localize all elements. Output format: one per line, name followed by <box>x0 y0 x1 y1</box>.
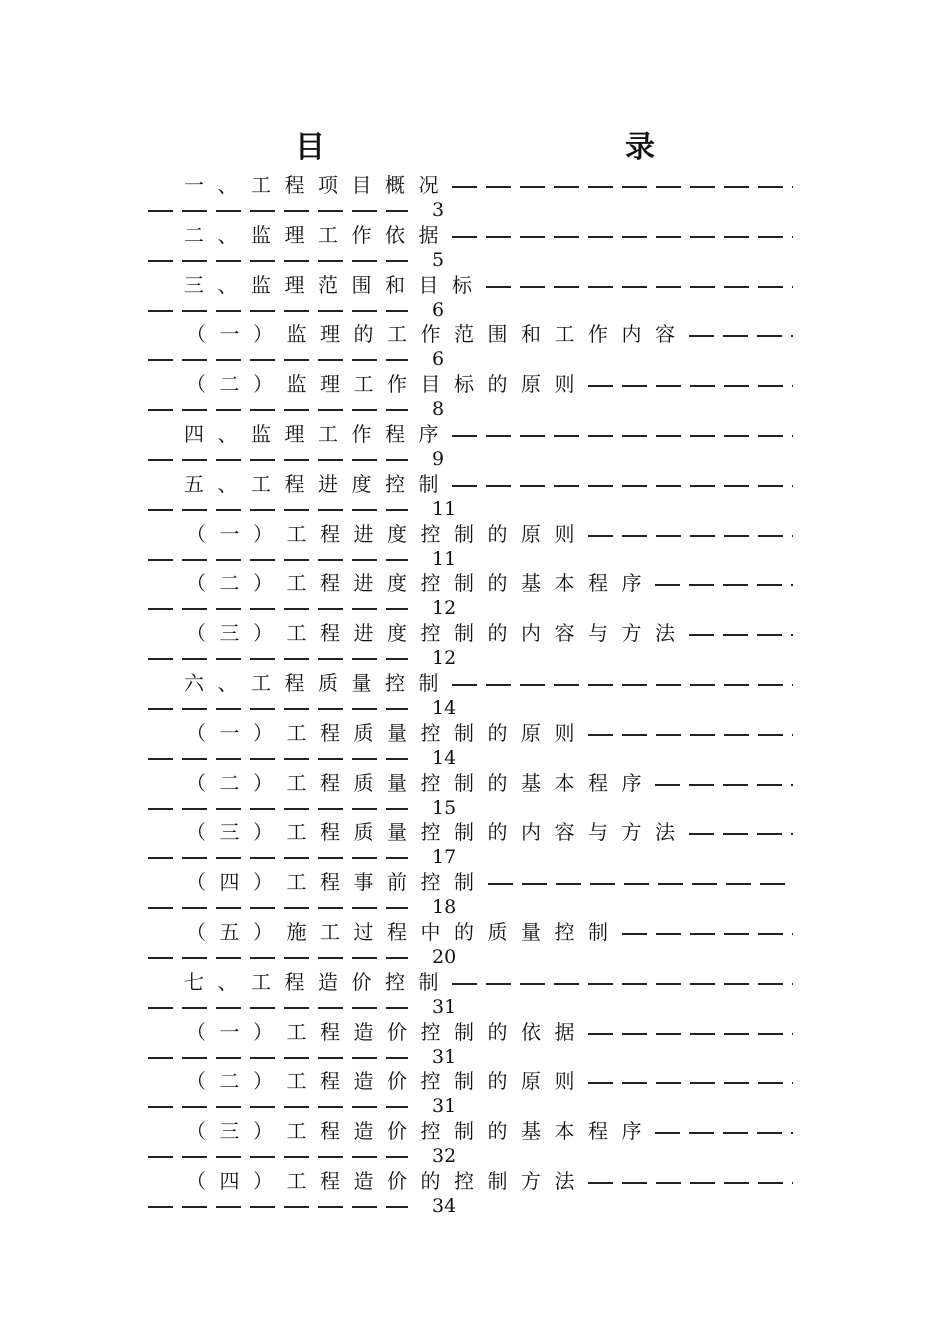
toc-entry-text: （二）工程造价控制的原则 <box>186 1069 588 1094</box>
dot-leader <box>655 1132 793 1134</box>
toc-entry-line <box>186 521 793 547</box>
toc-entry-text: 二、监理工作依据 <box>184 222 452 247</box>
toc-page-number: 32 <box>432 1145 457 1168</box>
toc-entry-line <box>184 471 793 497</box>
dot-leader <box>148 260 408 262</box>
toc-entry-line <box>186 1118 793 1144</box>
dot-leader <box>148 559 408 561</box>
toc-page-number: 14 <box>432 696 457 719</box>
toc-entry-text: （五）施工过程中的质量控制 <box>186 919 622 944</box>
toc-page-number: 11 <box>432 497 457 520</box>
toc-entry[interactable] <box>148 1019 793 1069</box>
dot-leader <box>588 535 793 537</box>
toc-page-number: 6 <box>432 348 445 371</box>
dot-leader <box>148 907 408 909</box>
toc-entry[interactable] <box>148 620 793 670</box>
toc-entry-continuation <box>148 397 793 421</box>
toc-entry-line <box>184 969 793 995</box>
dot-leader <box>148 708 408 710</box>
toc-entry-text: 一、工程项目概况 <box>184 173 452 197</box>
toc-page-number: 11 <box>432 547 457 570</box>
dot-leader <box>148 758 408 760</box>
toc-entry[interactable] <box>148 521 793 571</box>
toc-entry[interactable] <box>148 670 793 720</box>
toc-entry-text: （三）工程造价控制的基本程序 <box>186 1119 655 1144</box>
toc-page-number: 6 <box>432 298 445 321</box>
toc-entry[interactable] <box>148 770 793 820</box>
toc-entry-continuation <box>148 547 793 571</box>
toc-entry-line <box>184 172 793 198</box>
dot-leader <box>588 385 793 387</box>
dot-leader <box>148 1106 408 1108</box>
toc-entry-line <box>186 1019 793 1045</box>
dot-leader <box>689 335 794 337</box>
toc-entry-line <box>186 620 793 646</box>
toc-entry-line <box>184 222 793 248</box>
toc-entry[interactable] <box>148 919 793 969</box>
toc-page-number: 34 <box>432 1194 457 1217</box>
dot-leader <box>148 509 408 511</box>
toc-entry-text: 四、监理工作程序 <box>184 421 452 446</box>
toc-entry-continuation <box>148 995 793 1019</box>
toc-entry-line <box>186 371 793 397</box>
toc-entry-line <box>184 272 793 298</box>
toc-entry-continuation <box>148 895 793 919</box>
toc-page-number: 15 <box>432 796 457 819</box>
dot-leader <box>148 1007 408 1009</box>
dot-leader <box>655 784 793 786</box>
toc-entry[interactable] <box>148 272 793 322</box>
dot-leader <box>148 608 408 610</box>
toc-entry-continuation <box>148 298 793 322</box>
toc-entry-text: 五、工程进度控制 <box>184 471 452 496</box>
toc-page-number: 3 <box>432 199 445 221</box>
toc-entry-text: （一）工程造价控制的依据 <box>186 1019 588 1044</box>
toc-page-number: 18 <box>432 896 457 919</box>
toc-entry[interactable] <box>148 1118 793 1168</box>
toc-entry-text: （三）工程进度控制的内容与方法 <box>186 621 689 646</box>
toc-entry-text: （一）工程质量控制的原则 <box>186 720 588 745</box>
dot-leader <box>148 359 408 361</box>
toc-entry-text: 三、监理范围和目标 <box>184 272 486 297</box>
toc-entry[interactable] <box>148 570 793 620</box>
dot-leader <box>488 883 794 885</box>
toc-entry-continuation <box>148 1144 793 1168</box>
toc-entry-line <box>186 819 793 845</box>
toc-entry-continuation <box>148 1094 793 1118</box>
toc-entry-continuation <box>148 1045 793 1069</box>
toc-entry-text: （一）工程进度控制的原则 <box>186 521 588 546</box>
toc-entry[interactable] <box>148 1168 793 1218</box>
dot-leader <box>148 1057 408 1059</box>
toc-entry-text: （二）工程进度控制的基本程序 <box>186 571 655 596</box>
toc-entry[interactable] <box>148 471 793 521</box>
toc-entry-continuation <box>148 447 793 471</box>
toc-entry-text: 七、工程造价控制 <box>184 969 452 994</box>
toc-entry-text: 六、工程质量控制 <box>184 670 452 695</box>
dot-leader <box>588 734 793 736</box>
toc-entry-line <box>184 421 793 447</box>
toc-entry-line <box>186 570 793 596</box>
toc-entry-line <box>186 1068 793 1094</box>
toc-page-number: 20 <box>432 945 457 968</box>
toc-entry[interactable] <box>148 869 793 919</box>
dot-leader <box>689 833 794 835</box>
toc-entry-continuation <box>148 198 793 222</box>
dot-leader <box>148 210 408 212</box>
toc-page-number: 14 <box>432 746 457 769</box>
toc-list <box>148 172 793 1218</box>
toc-entry-text: （二）监理工作目标的原则 <box>186 372 588 397</box>
toc-page-number: 31 <box>432 1045 457 1068</box>
toc-entry-continuation <box>148 497 793 521</box>
toc-entry-continuation <box>148 347 793 371</box>
toc-entry[interactable] <box>148 172 793 222</box>
dot-leader <box>452 983 793 985</box>
toc-entry[interactable] <box>148 1068 793 1118</box>
dot-leader <box>588 1082 793 1084</box>
toc-entry-continuation <box>148 845 793 869</box>
toc-page-number: 5 <box>432 248 445 271</box>
toc-page-number: 31 <box>432 1095 457 1118</box>
toc-entry-text: （四）工程造价的控制方法 <box>186 1168 588 1193</box>
toc-page-number: 17 <box>432 846 457 869</box>
toc-page-number: 9 <box>432 447 445 470</box>
toc-entry-text: （一）监理的工作范围和工作内容 <box>186 322 689 347</box>
dot-leader <box>452 186 793 188</box>
dot-leader <box>148 1206 408 1208</box>
dot-leader <box>148 409 408 411</box>
toc-page-number: 12 <box>432 647 457 670</box>
dot-leader <box>148 957 408 959</box>
toc-entry-line <box>186 770 793 796</box>
toc-entry-continuation <box>148 1194 793 1218</box>
toc-page-number: 12 <box>432 597 457 620</box>
toc-entry-continuation <box>148 796 793 820</box>
toc-entry-continuation <box>148 746 793 770</box>
dot-leader <box>452 485 793 487</box>
toc-entry-line <box>186 919 793 945</box>
toc-entry[interactable] <box>148 819 793 869</box>
dot-leader <box>622 933 794 935</box>
toc-entry-continuation <box>148 696 793 720</box>
dot-leader <box>588 1033 793 1035</box>
toc-entry-text: （二）工程质量控制的基本程序 <box>186 770 655 795</box>
toc-entry-text: （三）工程质量控制的内容与方法 <box>186 820 689 845</box>
toc-entry[interactable] <box>148 969 793 1019</box>
toc-entry-continuation <box>148 596 793 620</box>
toc-entry-continuation <box>148 248 793 272</box>
toc-title: 目 录 <box>295 130 735 165</box>
toc-entry[interactable] <box>148 371 793 421</box>
dot-leader <box>452 684 793 686</box>
toc-entry[interactable] <box>148 720 793 770</box>
dot-leader <box>452 236 793 238</box>
toc-entry-text: （四）工程事前控制 <box>186 870 488 895</box>
toc-entry[interactable] <box>148 421 793 471</box>
toc-entry-continuation <box>148 945 793 969</box>
toc-page-number: 8 <box>432 398 445 421</box>
dot-leader <box>655 584 793 586</box>
toc-entry-line <box>186 869 793 895</box>
dot-leader <box>452 435 793 437</box>
toc-entry-line <box>186 321 793 347</box>
dot-leader <box>148 459 408 461</box>
dot-leader <box>486 286 794 288</box>
dot-leader <box>148 1156 408 1158</box>
toc-entry[interactable] <box>148 222 793 272</box>
toc-entry-line <box>184 670 793 696</box>
toc-entry-line <box>186 1168 793 1194</box>
toc-page-number: 31 <box>432 995 457 1018</box>
toc-entry-line <box>186 720 793 746</box>
dot-leader <box>689 634 794 636</box>
dot-leader <box>148 658 408 660</box>
dot-leader <box>148 808 408 810</box>
toc-entry[interactable] <box>148 321 793 371</box>
dot-leader <box>588 1182 793 1184</box>
dot-leader <box>148 857 408 859</box>
dot-leader <box>148 310 408 312</box>
toc-entry-continuation <box>148 646 793 670</box>
